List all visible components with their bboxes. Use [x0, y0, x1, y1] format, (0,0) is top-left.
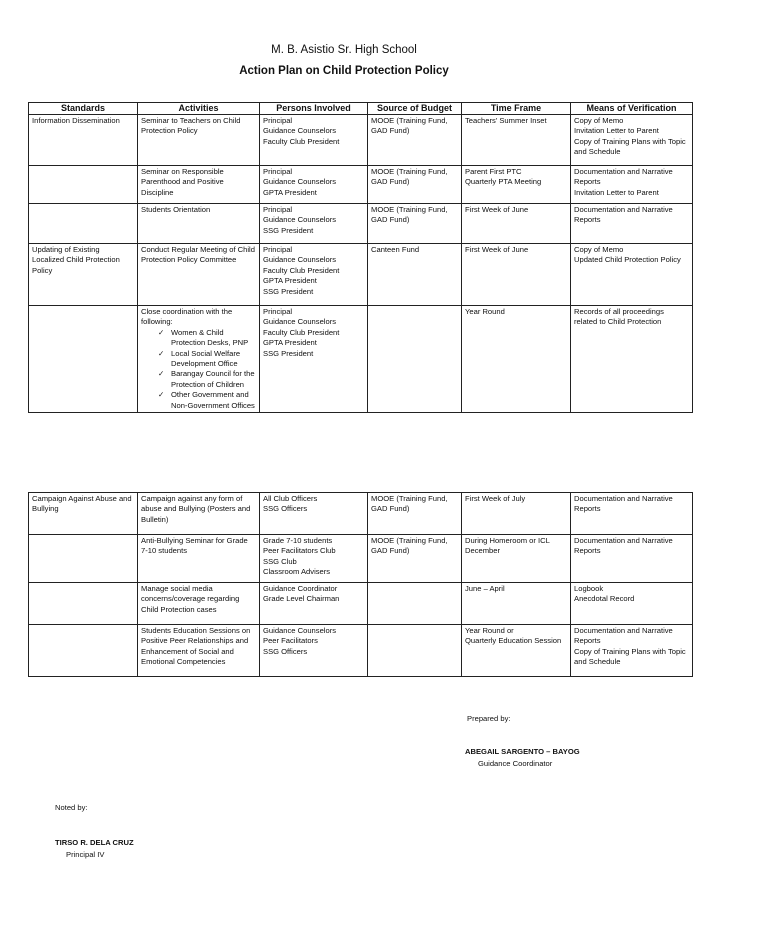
cell-text-line: June – April [465, 584, 505, 593]
activity-cell [138, 625, 260, 677]
cell-text-line: Campaign Against Abuse and [32, 494, 132, 503]
checkmark-icon: ✓ [158, 390, 165, 400]
cell-text-line: Conduct Regular Meeting of Child [141, 245, 255, 254]
cell-text-line: Localized Child Protection [32, 255, 120, 265]
cell-text-line: Canteen Fund [371, 245, 420, 254]
cell-text-line: Discipline [141, 187, 174, 197]
cell-text-line: Copy of Memo [574, 245, 624, 254]
list-item [158, 327, 256, 349]
activity-cell [138, 244, 260, 306]
source-of-budget-cell [368, 244, 462, 306]
cell-text-line: Teachers' Summer Inset [465, 116, 547, 125]
cell-text-line: concerns/coverage regarding [141, 594, 240, 604]
activity-cell [138, 306, 260, 413]
time-frame-cell [462, 583, 571, 625]
action-plan-table-2 [28, 492, 693, 677]
cell-text-line: Documentation and Narrative [574, 626, 673, 635]
means-of-verification-cell [571, 625, 693, 677]
means-of-verification-cell [571, 204, 693, 244]
document-title: Action Plan on Child Protection Policy [239, 65, 449, 77]
cell-text-line: Quarterly Education Session [465, 636, 562, 646]
persons-involved-cell [260, 493, 368, 535]
cell-text-line: Reports [574, 215, 601, 225]
cell-text-line: Students Education Sessions on [141, 626, 251, 635]
standards-cell [29, 625, 138, 677]
column-header-means-of-verification: Means of Verification [571, 103, 693, 115]
activity-cell [138, 115, 260, 166]
cell-text-line: MOOE (Training Fund, [371, 205, 448, 214]
activity-cell [138, 493, 260, 535]
cell-text-line: Guidance Counselors [263, 255, 337, 265]
cell-text-line: Bulletin) [141, 514, 169, 524]
checkmark-icon: ✓ [158, 348, 165, 358]
cell-text-line: Women & Child [171, 327, 224, 337]
table-header-row [29, 103, 693, 115]
standards-cell [29, 115, 138, 166]
cell-text-line: MOOE (Training Fund, [371, 494, 448, 503]
prepared-by-name: ABEGAIL SARGENTO – BAYOG [465, 747, 580, 756]
cell-text-line: Year Round or [465, 626, 514, 635]
cell-text-line: Guidance Counselors [263, 177, 337, 187]
persons-involved-cell [260, 535, 368, 583]
cell-text-line: Principal [263, 245, 293, 254]
cell-text-line: First Week of July [465, 494, 526, 503]
cell-text-line: related to Child Protection [574, 317, 662, 327]
cell-text-line: Classroom Advisers [263, 567, 331, 577]
time-frame-cell [462, 244, 571, 306]
time-frame-cell [462, 625, 571, 677]
means-of-verification-cell [571, 493, 693, 535]
means-of-verification-cell [571, 115, 693, 166]
cell-text-line: Bullying [32, 504, 59, 514]
cell-text-line: Positive Peer Relationships and [141, 636, 249, 646]
cell-text-line: Other Government and [171, 390, 249, 400]
cell-text-line: MOOE (Training Fund, [371, 167, 448, 176]
cell-text-line: SSG President [263, 225, 314, 235]
standards-cell [29, 583, 138, 625]
cell-text-line: Grade Level Chairman [263, 594, 340, 604]
cell-text-line: All Club Officers [263, 494, 318, 503]
source-of-budget-cell [368, 204, 462, 244]
cell-text-line: Students Orientation [141, 205, 211, 214]
table-row [29, 583, 693, 625]
table-row [29, 625, 693, 677]
time-frame-cell [462, 306, 571, 413]
cell-text-line: MOOE (Training Fund, [371, 536, 448, 545]
time-frame-cell [462, 166, 571, 204]
cell-text-line: Logbook [574, 584, 604, 593]
cell-text-line: Non-Government Offices [171, 400, 255, 410]
cell-text-line: SSG Officers [263, 504, 308, 514]
standards-cell [29, 204, 138, 244]
source-of-budget-cell [368, 306, 462, 413]
column-header-source-of-budget: Source of Budget [368, 103, 462, 115]
cell-text-line: Documentation and Narrative [574, 205, 673, 214]
cell-text-line: and Schedule [574, 147, 621, 157]
checkmark-icon: ✓ [158, 327, 165, 337]
cell-text-line: Anecdotal Record [574, 594, 635, 604]
cell-text-line: SSG President [263, 348, 314, 358]
cell-text-line: GAD Fund) [371, 177, 410, 187]
prepared-by-label: Prepared by: [467, 714, 511, 723]
list-item [158, 348, 256, 370]
cell-text-line: Parent First PTC [465, 167, 522, 176]
cell-text-line: Principal [263, 116, 293, 125]
cell-text-line: GPTA President [263, 187, 317, 197]
table-row [29, 115, 693, 166]
prepared-by-title: Guidance Coordinator [478, 759, 553, 768]
cell-text-line: GPTA President [263, 338, 317, 348]
cell-text-line: During Homeroom or ICL [465, 536, 550, 545]
cell-text-line: Principal [263, 307, 293, 316]
cell-text-line: Documentation and Narrative [574, 167, 673, 176]
standards-cell [29, 535, 138, 583]
cell-text-line: MOOE (Training Fund, [371, 116, 448, 125]
cell-text-line: Reports [574, 636, 601, 646]
cell-text-line: abuse and Bullying (Posters and [141, 504, 251, 514]
cell-text-line: Seminar on Responsible [141, 167, 224, 176]
standards-cell [29, 493, 138, 535]
cell-text-line: GPTA President [263, 276, 317, 286]
noted-by-name: TIRSO R. DELA CRUZ [55, 838, 134, 847]
source-of-budget-cell [368, 625, 462, 677]
cell-text-line: Enhancement of Social and [141, 646, 234, 656]
cell-text-line: Guidance Counselors [263, 126, 337, 136]
persons-involved-cell [260, 306, 368, 413]
cell-text-line: Peer Facilitators [263, 636, 318, 646]
checkmark-icon: ✓ [158, 369, 165, 379]
persons-involved-cell [260, 115, 368, 166]
cell-text-line: Quarterly PTA Meeting [465, 177, 542, 187]
cell-text-line: Anti-Bullying Seminar for Grade [141, 536, 248, 545]
cell-text-line: Guidance Counselors [263, 626, 337, 635]
time-frame-cell [462, 115, 571, 166]
cell-text-line: Faculty Club President [263, 136, 340, 146]
cell-text-line: Updated Child Protection Policy [574, 255, 681, 265]
cell-text-line: Copy of Memo [574, 116, 624, 125]
cell-text-line: Reports [574, 504, 601, 514]
time-frame-cell [462, 493, 571, 535]
cell-text-line: Emotional Competencies [141, 657, 226, 667]
means-of-verification-cell [571, 535, 693, 583]
standards-cell [29, 244, 138, 306]
cell-text-line: Documentation and Narrative [574, 494, 673, 503]
cell-text-line: Guidance Counselors [263, 215, 337, 225]
column-header-activities: Activities [138, 103, 260, 115]
cell-text-line: Policy [32, 265, 53, 275]
school-name: M. B. Asistio Sr. High School [271, 44, 417, 56]
noted-by-title: Principal IV [66, 850, 105, 859]
table-row [29, 306, 693, 413]
means-of-verification-cell [571, 244, 693, 306]
standards-cell [29, 166, 138, 204]
cell-text-line: Close coordination with the [141, 307, 233, 316]
persons-involved-cell [260, 204, 368, 244]
cell-text-line: GAD Fund) [371, 126, 410, 136]
source-of-budget-cell [368, 166, 462, 204]
cell-text-line: Faculty Club President [263, 265, 340, 275]
standards-cell [29, 306, 138, 413]
time-frame-cell [462, 204, 571, 244]
cell-text-line: Grade 7-10 students [263, 536, 333, 545]
cell-text-line: GAD Fund) [371, 504, 410, 514]
activity-cell [138, 166, 260, 204]
cell-text-line: Documentation and Narrative [574, 536, 673, 545]
cell-text-line: Copy of Training Plans with Topic [574, 646, 686, 656]
cell-text-line: Parenthood and Positive [141, 177, 224, 187]
means-of-verification-cell [571, 166, 693, 204]
cell-text-line: First Week of June [465, 205, 529, 214]
persons-involved-cell [260, 244, 368, 306]
cell-text-line: Development Office [171, 359, 238, 369]
cell-text-line: 7-10 students [141, 546, 188, 556]
persons-involved-cell [260, 166, 368, 204]
cell-text-line: Updating of Existing [32, 245, 100, 254]
cell-text-line: SSG Officers [263, 646, 308, 656]
table-row [29, 166, 693, 204]
cell-text-line: Guidance Coordinator [263, 584, 338, 593]
source-of-budget-cell [368, 583, 462, 625]
cell-text-line: First Week of June [465, 245, 529, 254]
persons-involved-cell [260, 625, 368, 677]
cell-text-line: Invitation Letter to Parent [574, 187, 659, 197]
cell-text-line: and Schedule [574, 657, 621, 667]
list-item [158, 390, 256, 411]
table-row [29, 535, 693, 583]
cell-text-line: GAD Fund) [371, 546, 410, 556]
cell-text-line: Protection Desks, PNP [171, 338, 249, 348]
cell-text-line: Peer Facilitators Club [263, 546, 336, 556]
column-header-standards: Standards [29, 103, 138, 115]
cell-text-line: Local Social Welfare [171, 348, 241, 358]
time-frame-cell [462, 535, 571, 583]
cell-text-line: Protection of Children [171, 379, 245, 389]
cell-text-line: GAD Fund) [371, 215, 410, 225]
cell-text-line: December [465, 546, 501, 556]
cell-text-line: SSG President [263, 286, 314, 296]
column-header-time-frame: Time Frame [462, 103, 571, 115]
means-of-verification-cell [571, 583, 693, 625]
source-of-budget-cell [368, 535, 462, 583]
cell-text-line: Protection Policy [141, 126, 198, 136]
action-plan-table-1 [28, 102, 693, 413]
cell-text-line: Manage social media [141, 584, 213, 593]
cell-text-line: Child Protection cases [141, 604, 217, 614]
cell-text-line: Protection Policy Committee [141, 255, 237, 265]
cell-text-line: Year Round [465, 307, 505, 316]
cell-text-line: Faculty Club President [263, 327, 340, 337]
cell-text-line: Principal [263, 167, 293, 176]
table-row [29, 244, 693, 306]
table-row [29, 204, 693, 244]
activity-cell [138, 583, 260, 625]
cell-text-line: Barangay Council for the [171, 369, 255, 379]
cell-text-line: SSG Club [263, 556, 297, 566]
cell-text-line: following: [141, 317, 173, 327]
cell-text-line: Campaign against any form of [141, 494, 243, 503]
cell-text-line: Invitation Letter to Parent [574, 126, 659, 136]
source-of-budget-cell [368, 493, 462, 535]
cell-text-line: Reports [574, 177, 601, 187]
column-header-persons-involved: Persons Involved [260, 103, 368, 115]
cell-text-line: Information Dissemination [32, 116, 120, 125]
coordination-list [141, 328, 256, 411]
cell-text-line: Records of all proceedings [574, 307, 664, 316]
cell-text-line: Reports [574, 546, 601, 556]
activity-cell [138, 204, 260, 244]
table-row [29, 493, 693, 535]
means-of-verification-cell [571, 306, 693, 413]
cell-text-line: Principal [263, 205, 293, 214]
activity-cell [138, 535, 260, 583]
cell-text-line: Guidance Counselors [263, 317, 337, 327]
cell-text-line: Copy of Training Plans with Topic [574, 136, 686, 146]
noted-by-label: Noted by: [55, 803, 88, 812]
cell-text-line: Seminar to Teachers on Child [141, 116, 241, 125]
source-of-budget-cell [368, 115, 462, 166]
list-item [158, 369, 256, 390]
persons-involved-cell [260, 583, 368, 625]
